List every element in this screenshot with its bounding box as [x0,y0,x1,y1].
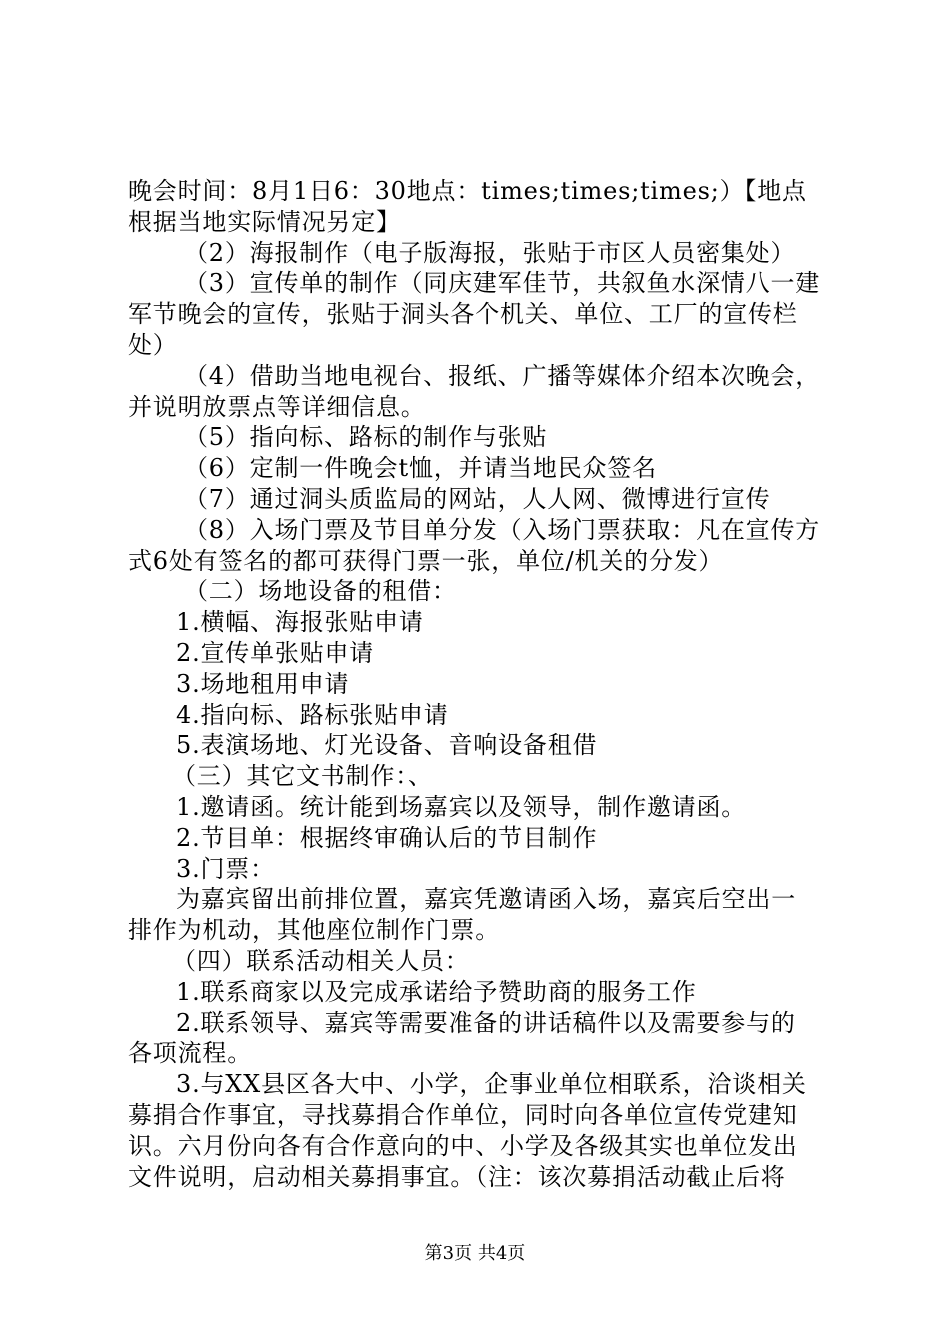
document-body [128,176,832,1192]
list-item: 3.与XX县区各大中、小学，企事业单位相联系，洽谈相关 [176,1070,807,1099]
page-number: 第3页 共4页 [424,1243,526,1264]
text-line: 为嘉宾留出前排位置，嘉宾凭邀请函入场，嘉宾后空出一 [176,885,796,914]
section-heading: （二）场地设备的租借： [184,577,457,606]
text-line: 识。六月份向各有合作意向的中、小学及各级其实也单位发出 [128,1131,798,1160]
list-item: 1.联系商家以及完成承诺给予赞助商的服务工作 [176,977,697,1006]
list-item: 2.联系领导、嘉宾等需要准备的讲话稿件以及需要参与的 [176,1008,796,1037]
list-item: 3.场地租用申请 [176,669,350,698]
text-line: 各项流程。 [128,1039,252,1068]
text-line: 募捐合作事宜，寻找募捐合作单位，同时向各单位宣传党建知 [128,1100,798,1129]
text-line: （6）定制一件晚会t恤，并请当地民众签名 [184,454,657,483]
text-line: （5）指向标、路标的制作与张贴 [184,423,548,452]
text-line: （7）通过洞头质监局的网站，人人网、微博进行宣传 [184,484,771,513]
page-footer [0,1242,950,1266]
text-line: 排作为机动，其他座位制作门票。 [128,916,500,945]
text-line: 军节晚会的宣传，张贴于洞头各个机关、单位、工厂的宣传栏 [128,300,798,329]
list-item: 3.门票： [176,854,275,883]
text-line: （8）入场门票及节目单分发（入场门票获取：凡在宣传方 [184,515,821,544]
list-item: 2.节目单：根据终审确认后的节目制作 [176,823,598,852]
text-line: 晚会时间：8月1日6：30地点：times;times;times;）【地点 [128,177,807,205]
list-item: 1.横幅、海报张贴申请 [176,608,424,637]
text-line: （4）借助当地电视台、报纸、广播等媒体介绍本次晚会， [184,361,821,390]
text-line: 处） [128,330,178,359]
text-line: 根据当地实际情况另定】 [128,207,401,236]
list-item: 5.表演场地、灯光设备、音响设备租借 [176,731,598,760]
list-item: 4.指向标、路标张贴申请 [176,700,449,729]
text-line: 文件说明，启动相关募捐事宜。（注：该次募捐活动截止后将 [128,1162,786,1191]
section-heading: （三）其它文书制作：、 [172,762,433,791]
text-line: （3）宣传单的制作（同庆建军佳节，共叙鱼水深情八一建 [184,269,821,298]
section-heading: （四）联系活动相关人员： [172,946,470,975]
list-item: 2.宣传单张贴申请 [176,638,375,667]
text-line: 式6处有签名的都可获得门票一张，单位/机关的分发） [128,546,724,575]
text-line: 并说明放票点等详细信息。 [128,392,426,421]
text-line: （2）海报制作（电子版海报，张贴于市区人员密集处） [184,238,796,267]
list-item: 1.邀请函。统计能到场嘉宾以及领导，制作邀请函。 [176,792,747,821]
